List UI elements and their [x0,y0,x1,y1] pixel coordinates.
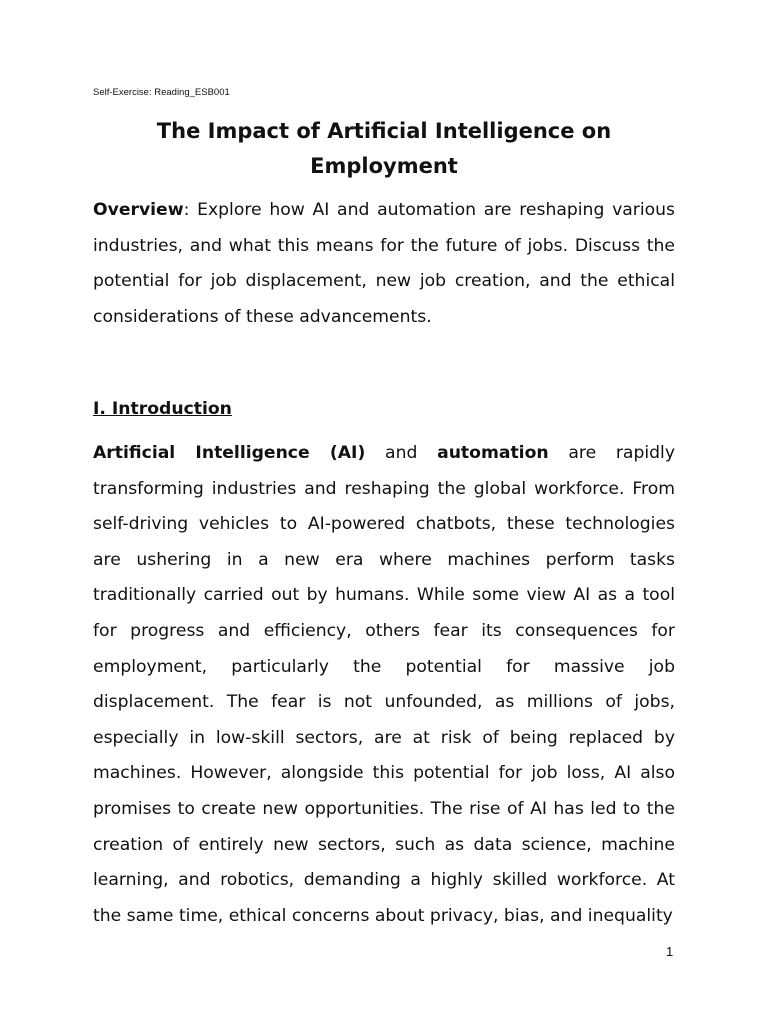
page-number: 1 [666,944,674,959]
introduction-paragraph [93,436,675,934]
term-connector: and [365,443,438,463]
introduction-text: are rapidly transforming industries and reshaping the global workforce. From self-driving vehicles to AI-powered chatbots, these technologies are ushering in a new era where machines perform tasks traditionally carried out by humans. While some view AI as a tool for progress and efficiency, others fear its consequences for employment, particularly the potential for massive job displacement. The fear is not unfounded, as millions of jobs, especially in low-skill sectors, are at risk of being replaced by machines. However, alongside this potential for job loss, AI also promises to create new opportunities. The rise of AI has led to the creation of entirely new sectors, such as data science, machine learning, and robotics, demanding a highly skilled workforce. At the same time, ethical concerns about privacy, bias, and inequality [93,443,675,926]
section-heading-introduction: I. Introduction [93,399,232,419]
term-automation: automation [437,443,549,463]
overview-paragraph [93,193,675,335]
overview-label: Overview [93,200,184,220]
document-title: The Impact of Artificial Intelligence on Employment [156,119,612,178]
overview-text: : Explore how AI and automation are reshaping various industries, and what this means for the future of jobs. Discuss the potential for job displacement, new job creation, and the ethical considerations of these advancements. [93,200,675,327]
header-note: Self-Exercise: Reading_ESB001 [93,87,230,98]
term-artificial-intelligence: Artificial Intelligence (AI) [93,443,366,463]
